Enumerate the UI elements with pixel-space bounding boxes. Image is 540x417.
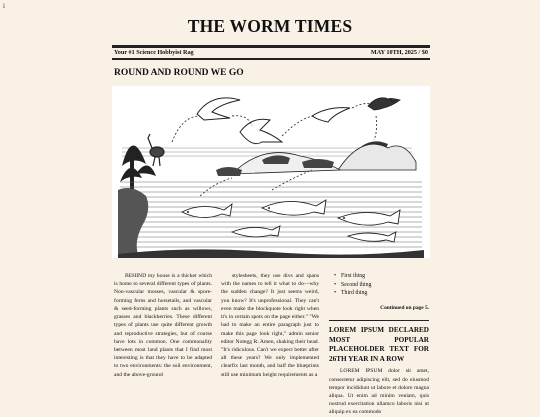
article-column-2 [221, 272, 319, 379]
article-column-1 [114, 272, 212, 379]
list-item: • Second thing [341, 281, 429, 290]
article-paragraph-1: BEHIND my house is a thicket which is home to several different types of plants. Non-vascular mosses, vascular & spore-forming ferns and horsetails, and vascular & seed-forming plants such as willows, grasses and blackberries. These different types of plants use quite different growth and reproductive strategies, but of course have lots in common. One commonality between most land plants that I find most interesting is that they have to be adapted to two environments: the soil environment, and the above-ground [114, 273, 212, 378]
tagline: Your #1 Science Hobbyist Rag [114, 49, 194, 56]
sidebar-body [329, 367, 429, 416]
evolution-engraving-icon [112, 86, 430, 258]
article-headline: ROUND AND ROUND WE GO [114, 68, 244, 78]
sidebar-paragraph: LOREM IPSUM dolor sit amet, consectetur adipiscing elit, sed do eiusmod tempor incididunt ut labore et dolore magna aliqua. Ut enim ad minim veniam, quis nostrud exercitation ullamco laboris nisi ut aliquip ex ea commodo [329, 368, 429, 416]
bottom-rule [112, 58, 430, 60]
continued-note: Continued on page 5. [380, 305, 429, 312]
corner-mark: i [3, 2, 5, 10]
top-rule-thick [112, 46, 430, 48]
article-paragraph-2: stylesheets, they use divs and spans with the names to tell it what to do—why the sudden change? It just seems weird, you know? It's unprofessional. They can't even make the blockquote look right when it's in certain spots on the page either." "We had to make an entire paragraph just to make this page look right," admin senior editor Notegg R. Amen, shaking their head. "It's ridiculous. Can't we expect better after all these years? We only implemented clearfix last month, and half the blueprints still use minimum height requirements as a [221, 273, 319, 378]
sidebar-rule [329, 320, 429, 321]
list-item: • Third thing [341, 289, 429, 298]
bullet-list [329, 272, 429, 298]
sidebar-headline: LOREM IPSUM DECLARED MOST POPULAR PLACEHOLDER TEXT FOR 26TH YEAR IN A ROW [329, 326, 429, 363]
issue-date: MAY 10TH, 2025 / $0 [370, 49, 428, 56]
masthead-title: THE WORM TIMES [187, 16, 353, 36]
list-item: • First thing [341, 272, 429, 281]
dateline [114, 49, 428, 56]
article-illustration [112, 86, 430, 258]
article-column-3 [329, 272, 429, 417]
